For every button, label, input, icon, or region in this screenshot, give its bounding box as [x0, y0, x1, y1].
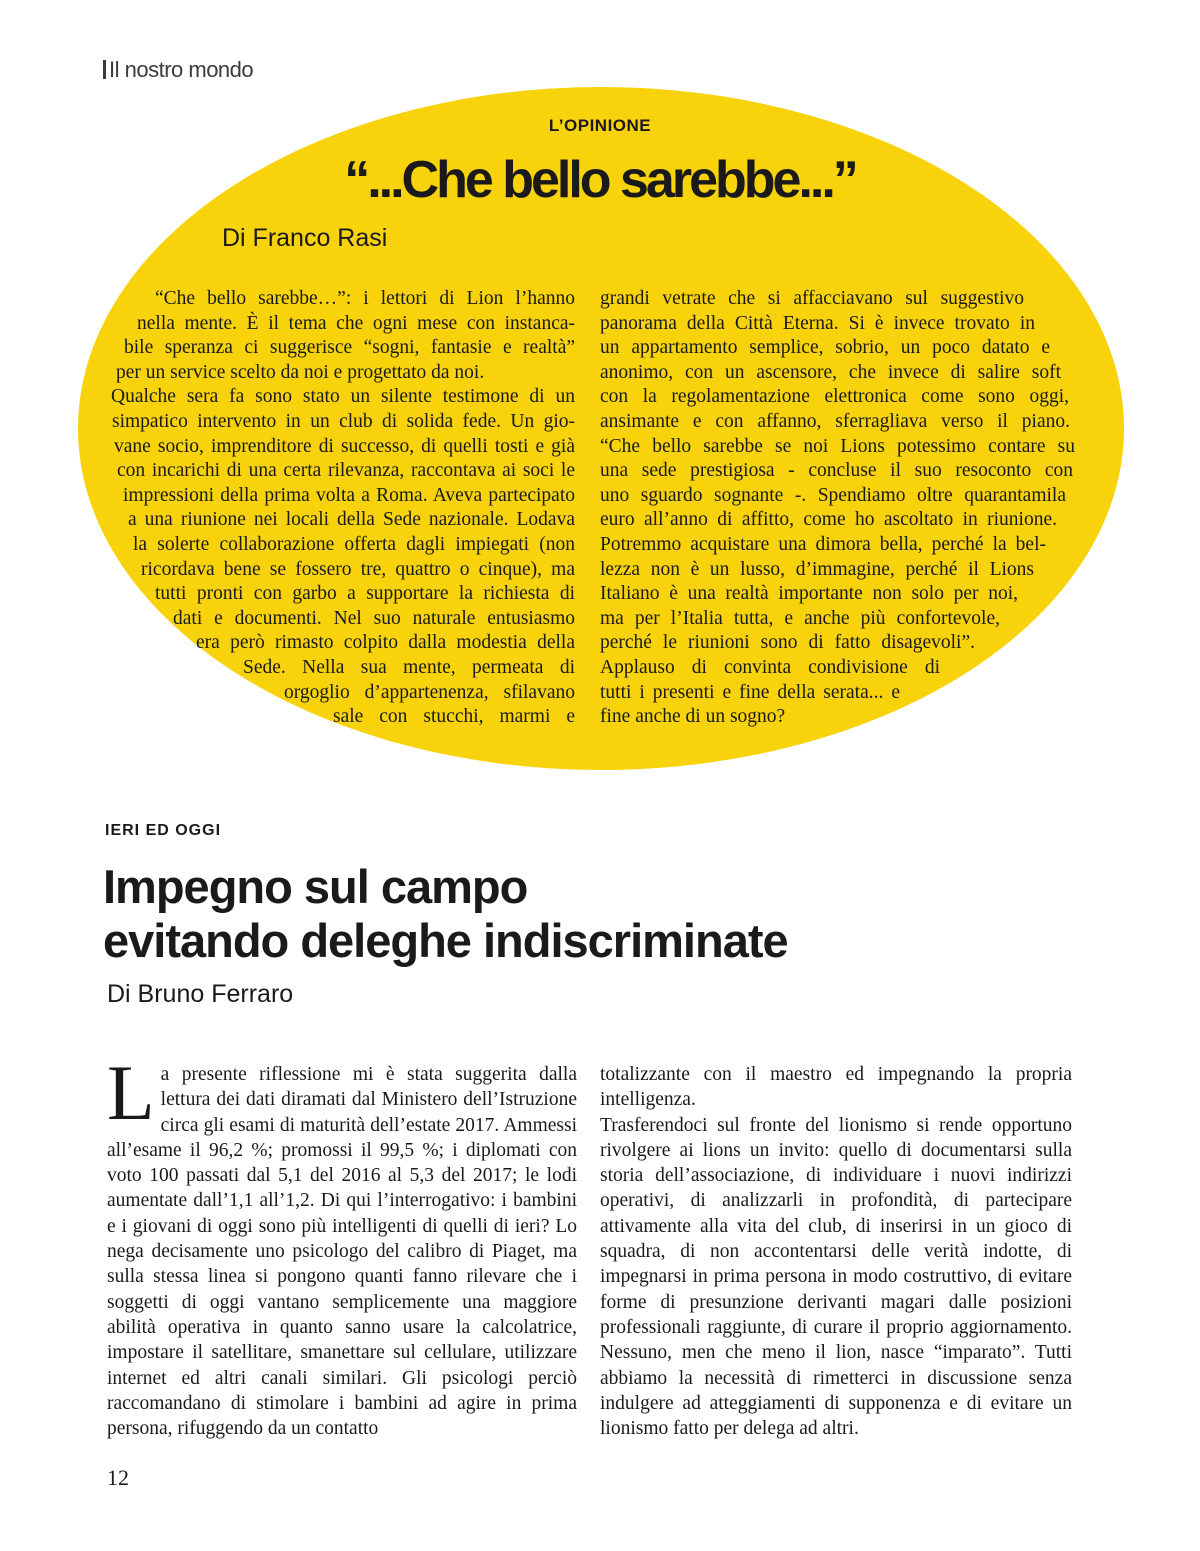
opinion-text-line: Potremmo acquistare una dimora bella, perché la bel- — [600, 534, 1046, 555]
article-byline: Di Bruno Ferraro — [107, 980, 294, 1008]
opinion-kicker: L’OPINIONE — [548, 116, 652, 135]
opinion-text-line: tutti i presenti e fine della serata... e — [600, 681, 900, 703]
article-paragraph: Trasferendoci sul fronte del lionismo si rende opportuno rivolgere ai lions un invito: quello di documentarsi sulla storia dell’associazione, di individuare i nuovi indirizzi operativi, di analizzarli in profondità, di partecipare attivamente alla vita del club, di inserirsi in un gioco di squadra, di non accontentarsi delle verità indotte, di impegnarsi in prima persona in modo costruttivo, di evitare forme di presunzione derivanti magari dalle posizioni professionali raggiunte, di curare il proprio aggiornamento. Nessuno, men che meno il lion, nasce “imparato”. Tutti abbiamo la necessità di rimetterci in discussione senza indulgere ad atteggiamenti di supponenza e di evitare un lionismo fatto per delega ad altri. — [600, 1114, 1072, 1440]
article-col1-text: a presente riflessione mi è stata suggerita dalla lettura dei dati diramati dal Ministero dell’Istruzione circa gli esami di maturità dell’estate 2017. Ammessi all’esame il 96,2 %; promossi il 99,5 %; i diplomati con voto 100 passati dal 5,1 del 2016 al 5,3 del 2017; le lodi aumentate dall’1,1 all’1,2. Di qui l’interrogativo: i bambini e i giovani di oggi sono più intelligenti di quelli di ieri? Lo nega decisamente uno psicologo del calibro di Piaget, ma sulla stessa linea si pongono quanti fanno rilevare che i soggetti di oggi vantano semplicemente una maggiore abilità operativa in quanto sanno usare la calcolatrice, impostare il satellitare, smanettare sul cellulare, utilizzare internet ed altri canali similari. Gli psicologi perciò raccomandano di stimolare i bambini ad agire in prima persona, rifuggendo da un contatto — [107, 1064, 577, 1440]
opinion-text-line: euro all’anno di affitto, come ho ascoltato in riunione. — [600, 509, 1057, 531]
opinion-text-line: fine anche di un sogno? — [600, 706, 786, 728]
opinion-text-line: ansimante e con affanno, sferragliava verso il piano. — [600, 411, 1070, 432]
opinion-text-line: vane socio, imprenditore di successo, di quelli tosti e già — [114, 435, 575, 457]
section-bar — [103, 60, 106, 79]
opinion-text-line: anonimo, con un ascensore, che invece di salire soft — [600, 361, 1061, 383]
article-paragraph — [107, 1049, 577, 1441]
opinion-text-line: una sede prestigiosa - concluse il suo resoconto con — [600, 460, 1073, 482]
opinion-text-line: un appartamento semplice, sobrio, un poco datato e — [600, 337, 1050, 359]
article-column-2 — [600, 1062, 1072, 1441]
opinion-text-line: per un service scelto da noi e progettato da noi. — [116, 361, 485, 383]
opinion-text-line: “Che bello sarebbe…”: i lettori di Lion l’hanno — [155, 288, 575, 309]
section-label — [103, 57, 253, 83]
opinion-text-line: uno sguardo sognante -. Spendiamo oltre quarantamila — [600, 484, 1066, 506]
opinion-text-line: impressioni della prima volta a Roma. Aveva partecipato — [123, 484, 575, 506]
dropcap: L — [107, 1049, 155, 1136]
article-headline-line-2: evitando deleghe indiscriminate — [103, 914, 788, 967]
opinion-byline: Di Franco Rasi — [222, 224, 388, 252]
opinion-text-line: con la regolamentazione elettronica come sono oggi, — [600, 386, 1069, 408]
opinion-text-line: nella mente. È il tema che ogni mese con instanca- — [137, 312, 575, 334]
article-column-1 — [107, 1049, 577, 1441]
opinion-text-line: ma per l’Italia tutta, e anche più confortevole, — [600, 607, 1000, 629]
opinion-text-line: dati e documenti. Nel suo naturale entusiasmo — [173, 607, 575, 629]
article-headline — [103, 860, 788, 968]
opinion-text-line: “Che bello sarebbe se noi Lions potessimo contare su — [600, 435, 1075, 457]
opinion-text-line: grandi vetrate che si affacciavano sul suggestivo — [600, 288, 1024, 309]
section-label-text: Il nostro mondo — [109, 57, 254, 82]
opinion-text-line: era però rimasto colpito dalla modestia della — [196, 632, 575, 654]
opinion-text-line: sale con stucchi, marmi e — [333, 706, 575, 728]
opinion-text-line: Sede. Nella sua mente, permeata di — [243, 657, 575, 678]
opinion-text-line: tutti pronti con garbo a supportare la richiesta di — [155, 583, 575, 605]
opinion-text-line: Italiano è una realtà importante non solo per noi, — [600, 583, 1018, 605]
opinion-text-line: simpatico intervento in un club di solida fede. Un gio- — [112, 411, 575, 432]
opinion-text-line: la solerte collaborazione offerta dagli impiegati (non — [133, 534, 575, 555]
opinion-title: “...Che bello sarebbe...” — [344, 151, 856, 209]
opinion-text-line: Qualche sera fa sono stato un silente testimone di un — [111, 386, 575, 408]
opinion-text-line: lezza non è un lusso, d’immagine, perché il Lions — [600, 558, 1034, 580]
article-kicker: IERI ED OGGI — [105, 822, 222, 839]
opinion-text-line: bile speranza ci suggerisce “sogni, fantasie e realtà” — [124, 337, 575, 359]
opinion-text-line: Applauso di convinta condivisione di — [600, 657, 940, 678]
opinion-text-line: orgoglio d’appartenenza, sfilavano — [284, 681, 575, 703]
page-number: 12 — [107, 1465, 129, 1490]
opinion-text-line: panorama della Città Eterna. Si è invece trovato in — [600, 312, 1035, 334]
opinion-text-line: a una riunione nei locali della Sede nazionale. Lodava — [128, 509, 575, 531]
article-paragraph: totalizzante con il maestro ed impegnando la propria intelligenza. — [600, 1064, 1072, 1111]
opinion-text-line: perché le riunioni sono di fatto disagevoli”. — [600, 632, 975, 654]
opinion-text-line: ricordava bene se fossero tre, quattro o cinque), ma — [141, 558, 575, 580]
article-headline-line-1: Impegno sul campo — [103, 860, 528, 913]
opinion-text-line: con incarichi di una certa rilevanza, raccontava ai soci le — [117, 460, 575, 482]
